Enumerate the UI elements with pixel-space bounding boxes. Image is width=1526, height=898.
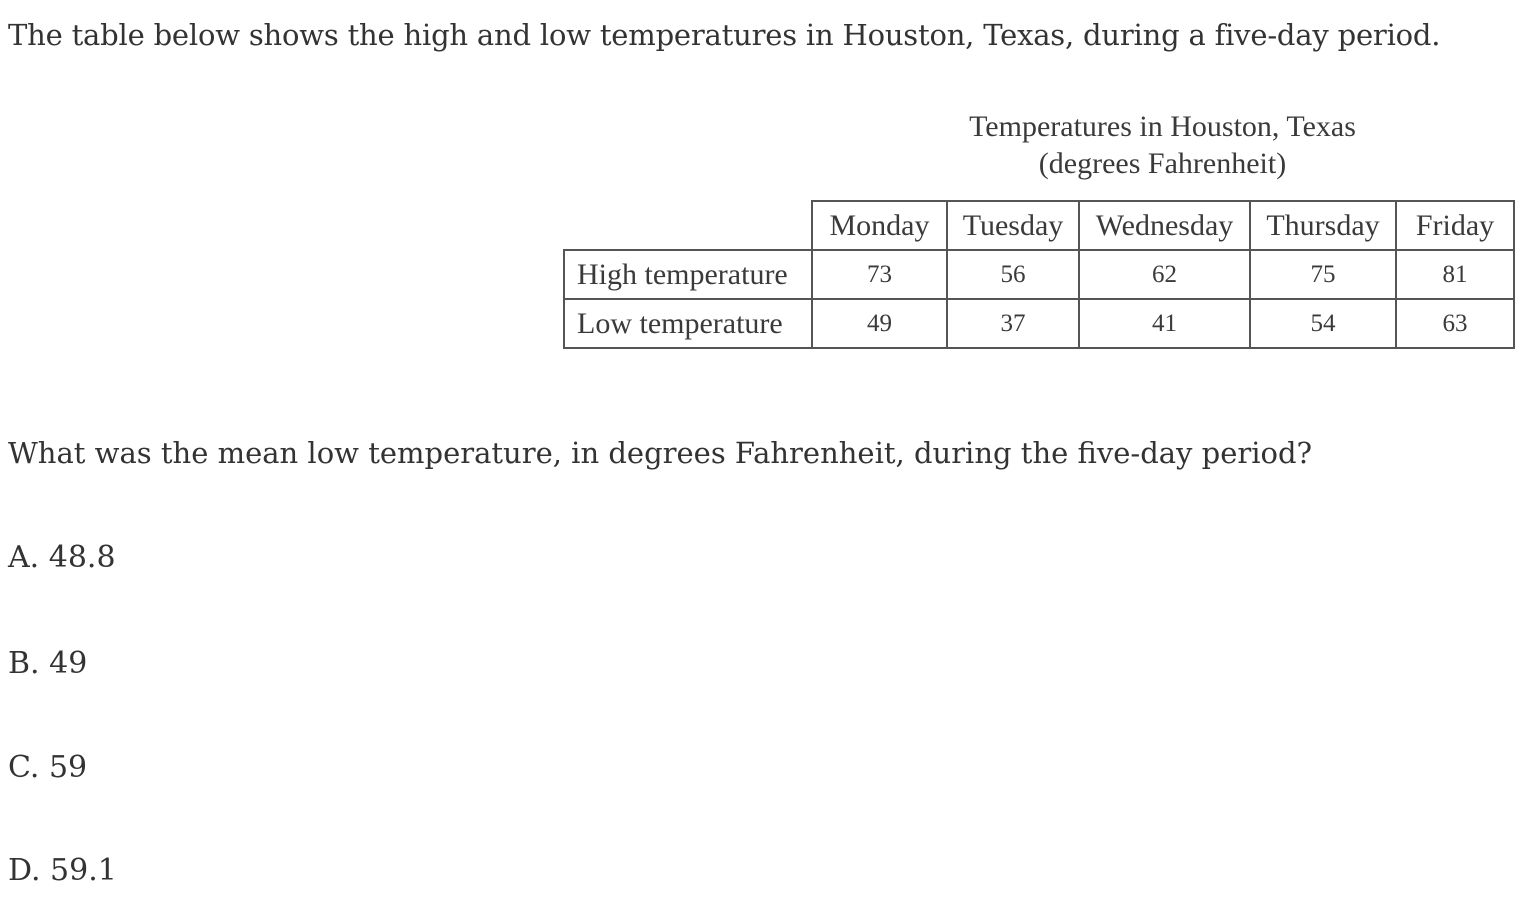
header-monday: Monday <box>812 201 947 250</box>
header-friday: Friday <box>1396 201 1514 250</box>
table-header-row <box>564 201 1514 250</box>
cell-high-wednesday: 62 <box>1079 250 1250 299</box>
cell-low-friday: 63 <box>1396 299 1514 348</box>
table-subtitle: (degrees Fahrenheit) <box>1038 147 1287 180</box>
cell-high-tuesday: 56 <box>947 250 1079 299</box>
answer-option-c[interactable]: C. 59 <box>8 750 88 785</box>
temperature-table <box>563 200 1515 349</box>
table-row <box>564 299 1514 348</box>
cell-low-monday: 49 <box>812 299 947 348</box>
question-intro: The table below shows the high and low temperatures in Houston, Texas, during a five-day period. <box>8 18 1441 52</box>
table-title: Temperatures in Houston, Texas <box>969 110 1356 143</box>
table-row <box>564 250 1514 299</box>
header-wednesday: Wednesday <box>1079 201 1250 250</box>
temperature-table-figure <box>563 108 1515 353</box>
question-text: What was the mean low temperature, in degrees Fahrenheit, during the five-day period? <box>8 436 1313 470</box>
row-label-low: Low temperature <box>564 299 812 348</box>
cell-low-tuesday: 37 <box>947 299 1079 348</box>
cell-high-thursday: 75 <box>1250 250 1396 299</box>
header-corner <box>564 201 812 250</box>
answer-option-a[interactable]: A. 48.8 <box>8 540 116 575</box>
cell-high-monday: 73 <box>812 250 947 299</box>
row-label-high: High temperature <box>564 250 812 299</box>
answer-option-d[interactable]: D. 59.1 <box>8 853 117 888</box>
header-tuesday: Tuesday <box>947 201 1079 250</box>
header-thursday: Thursday <box>1250 201 1396 250</box>
answer-option-b[interactable]: B. 49 <box>8 646 88 681</box>
cell-high-friday: 81 <box>1396 250 1514 299</box>
cell-low-thursday: 54 <box>1250 299 1396 348</box>
table-caption <box>810 108 1515 182</box>
cell-low-wednesday: 41 <box>1079 299 1250 348</box>
